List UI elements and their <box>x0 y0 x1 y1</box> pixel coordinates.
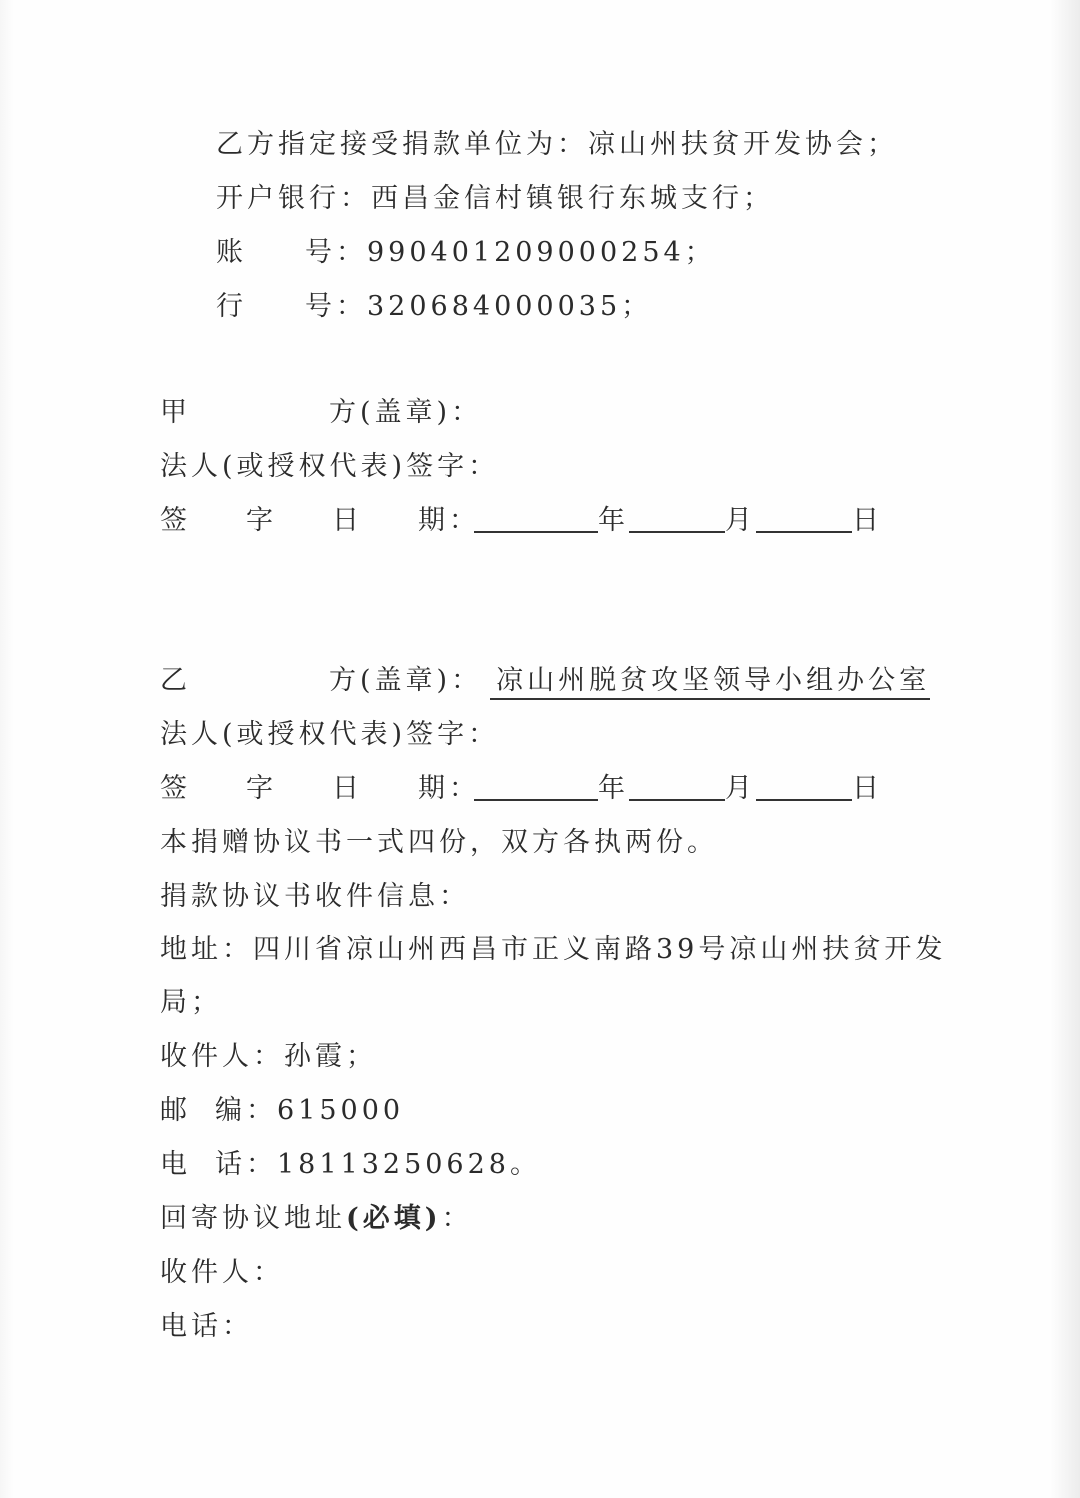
day-label: 日 <box>852 505 883 536</box>
bank-code-label-2: 号： <box>305 291 367 322</box>
phone-label-2: 话： <box>215 1149 277 1180</box>
party-b-label-1: 乙 <box>160 665 191 696</box>
postcode-label-2: 编： <box>215 1095 277 1126</box>
phone-value: 18113250628。 <box>277 1149 541 1180</box>
payee-bank: 开户银行：西昌金信村镇银行东城支行； <box>216 183 774 214</box>
return-recipient: 收件人： <box>160 1257 284 1288</box>
day-blank[interactable] <box>756 773 852 801</box>
recipient-name: 收件人：孙霞； <box>160 1041 377 1072</box>
postcode-label-1: 邮 <box>160 1095 191 1126</box>
return-heading-required: (必填) <box>346 1203 442 1234</box>
recipient-address-line1: 地址：四川省凉山州西昌市正义南路39号凉山州扶贫开发 <box>160 934 947 965</box>
party-a-seal <box>160 396 482 430</box>
party-b-seal <box>160 664 930 698</box>
date-char: 签 <box>160 505 191 536</box>
date-char: 日 <box>332 505 363 536</box>
payee-account <box>216 236 716 270</box>
return-heading <box>160 1202 473 1236</box>
year-label: 年 <box>598 773 629 804</box>
date-char: 签 <box>160 773 191 804</box>
date-char: 期： <box>418 773 480 804</box>
party-b-date <box>160 772 883 806</box>
date-char: 日 <box>332 773 363 804</box>
month-blank[interactable] <box>629 505 725 533</box>
account-label-2: 号： <box>305 237 367 268</box>
bank-code: 320684000035； <box>367 291 653 322</box>
party-a-legal-rep: 法人(或授权代表)签字： <box>160 451 500 482</box>
return-heading-suffix: ： <box>441 1203 473 1234</box>
payee-bank-code <box>216 290 652 324</box>
day-label: 日 <box>852 773 883 804</box>
recipient-phone <box>160 1148 541 1182</box>
day-blank[interactable] <box>756 505 852 533</box>
party-b-name: 凉山州脱贫攻坚领导小组办公室 <box>490 665 930 700</box>
month-blank[interactable] <box>629 773 725 801</box>
party-b-label-2: 方(盖章)： <box>329 665 483 696</box>
copies-note: 本捐赠协议书一式四份，双方各执两份。 <box>160 827 718 858</box>
account-label-1: 账 <box>216 237 247 268</box>
account-number: 990401209000254； <box>367 237 716 268</box>
date-char: 字 <box>246 773 277 804</box>
date-char: 字 <box>246 505 277 536</box>
year-blank[interactable] <box>474 773 598 801</box>
date-char: 期： <box>418 505 480 536</box>
phone-label-1: 电 <box>160 1149 191 1180</box>
month-label: 月 <box>725 505 756 536</box>
recipient-postcode <box>160 1094 404 1128</box>
party-b-legal-rep: 法人(或授权代表)签字： <box>160 719 500 750</box>
payee-unit: 乙方指定接受捐款单位为：凉山州扶贫开发协会； <box>216 129 898 160</box>
return-phone: 电话： <box>160 1311 253 1342</box>
party-a-label-2: 方(盖章)： <box>329 397 483 428</box>
recipient-heading: 捐款协议书收件信息： <box>160 881 470 912</box>
month-label: 月 <box>725 773 756 804</box>
party-a-label-1: 甲 <box>160 397 191 428</box>
bank-code-label-1: 行 <box>216 291 247 322</box>
postcode-value: 615000 <box>277 1095 405 1126</box>
return-heading-prefix: 回寄协议地址 <box>160 1203 346 1234</box>
party-a-date <box>160 504 883 538</box>
year-blank[interactable] <box>474 505 598 533</box>
recipient-address-line2: 局； <box>160 987 222 1018</box>
year-label: 年 <box>598 505 629 536</box>
